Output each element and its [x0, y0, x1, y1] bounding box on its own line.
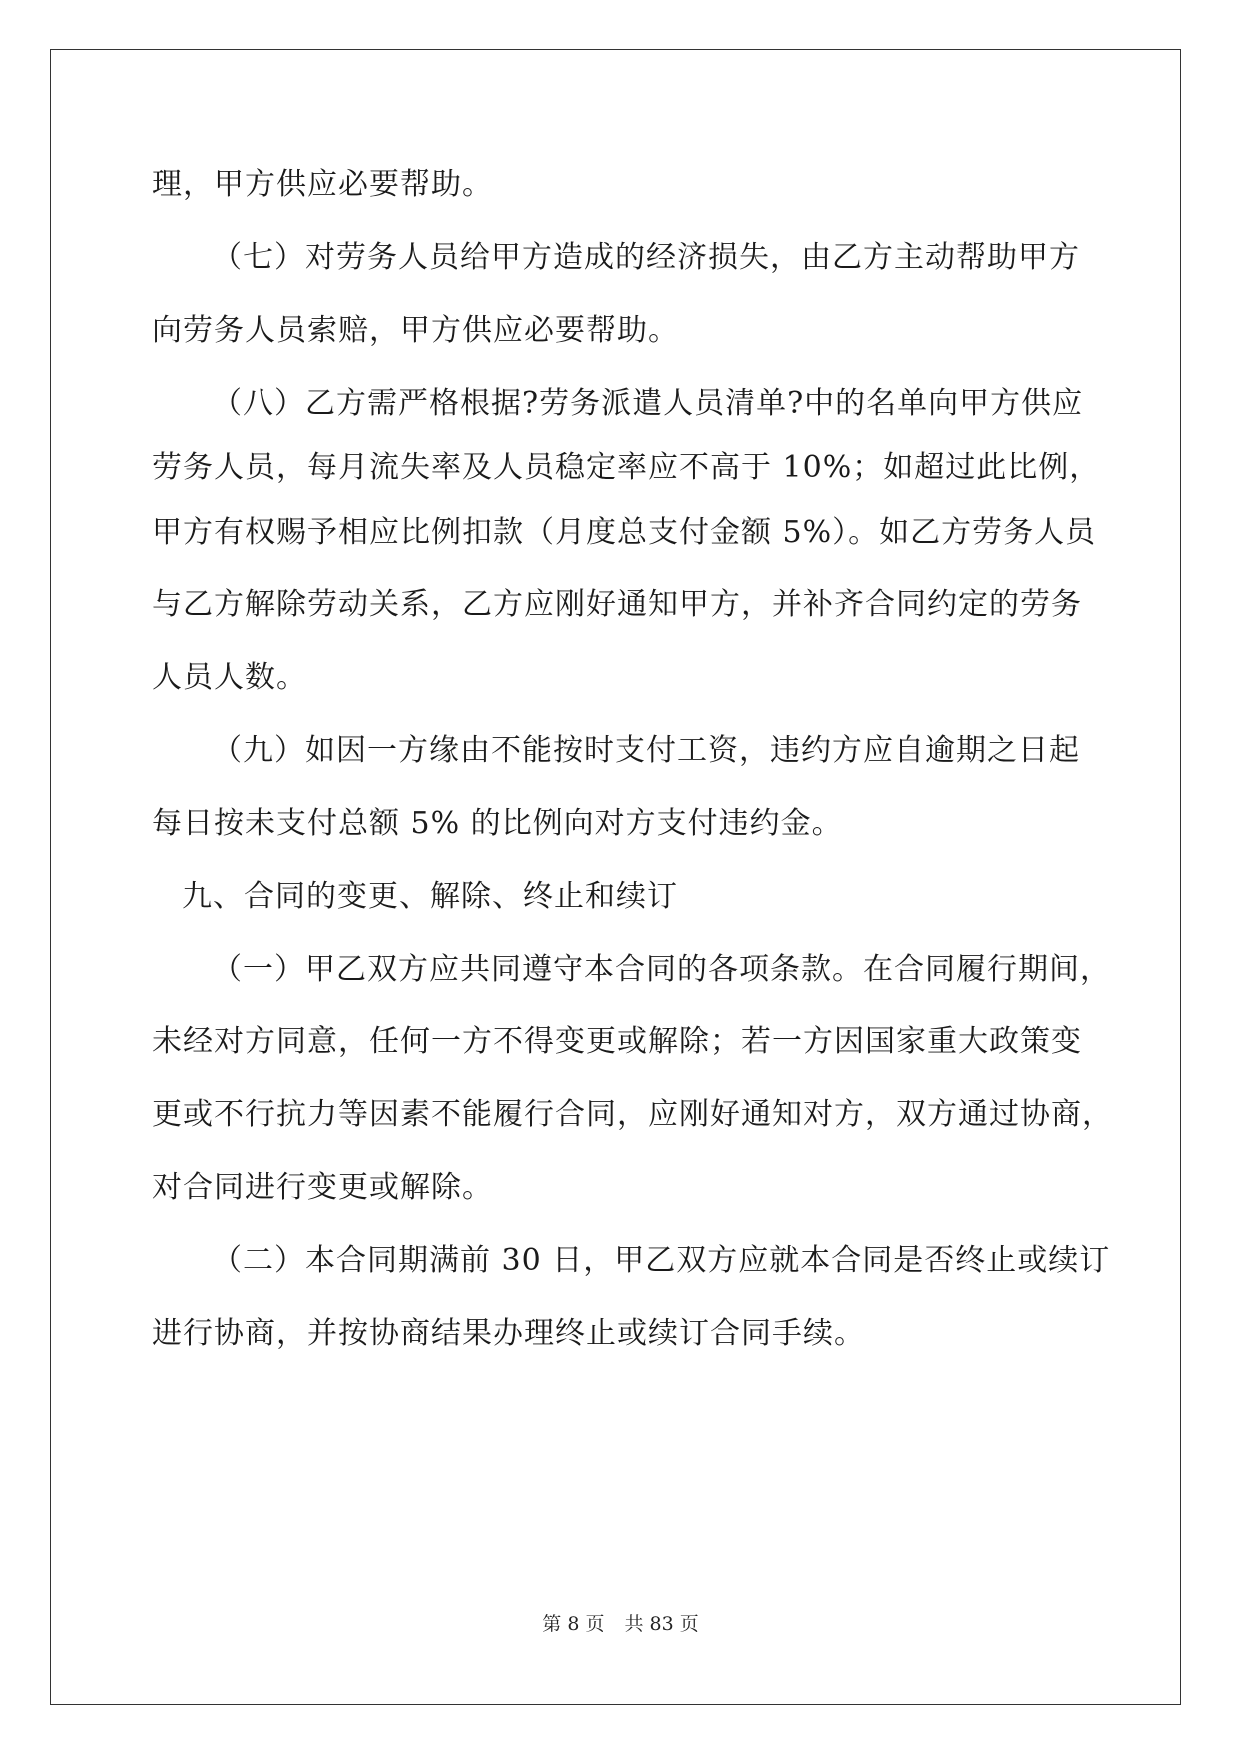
page-footer — [0, 1612, 1241, 1636]
text-line: 更或不行抗力等因素不能履行合同，应刚好通知对方，双方通过协商， — [152, 1097, 1113, 1132]
paragraph-first-line: （二）本合同期满前 30 日，甲乙双方应就本合同是否终止或续订 — [212, 1243, 1111, 1278]
paragraph-first-line: （七）对劳务人员给甲方造成的经济损失，由乙方主动帮助甲方 — [212, 240, 1080, 275]
text-line: 人员人数。 — [152, 660, 307, 695]
text-line: 向劳务人员索赔，甲方供应必要帮助。 — [152, 313, 679, 348]
section-heading: 九、合同的变更、解除、终止和续订 — [182, 879, 678, 914]
text-line: 甲方有权赐予相应比例扣款（月度总支付金额 5%）。如乙方劳务人员 — [152, 515, 1097, 550]
text-line: 未经对方同意，任何一方不得变更或解除；若一方因国家重大政策变 — [152, 1024, 1082, 1059]
text-line: 进行协商，并按协商结果办理终止或续订合同手续。 — [152, 1316, 865, 1351]
text-line: 与乙方解除劳动关系，乙方应刚好通知甲方，并补齐合同约定的劳务 — [152, 587, 1082, 622]
text-line: 理，甲方供应必要帮助。 — [152, 167, 493, 202]
paragraph-first-line: （八）乙方需严格根据?劳务派遣人员清单?中的名单向甲方供应 — [212, 386, 1084, 421]
paragraph-first-line: （一）甲乙双方应共同遵守本合同的各项条款。在合同履行期间， — [212, 952, 1111, 987]
total-pages: 共 83 页 — [624, 1613, 699, 1635]
paragraph-first-line: （九）如因一方缘由不能按时支付工资，违约方应自逾期之日起 — [212, 733, 1080, 768]
text-line: 每日按未支付总额 5% 的比例向对方支付违约金。 — [152, 806, 843, 841]
text-line: 对合同进行变更或解除。 — [152, 1170, 493, 1205]
page-number: 第 8 页 — [542, 1613, 605, 1635]
text-line: 劳务人员，每月流失率及人员稳定率应不高于 10%；如超过此比例， — [152, 450, 1101, 485]
